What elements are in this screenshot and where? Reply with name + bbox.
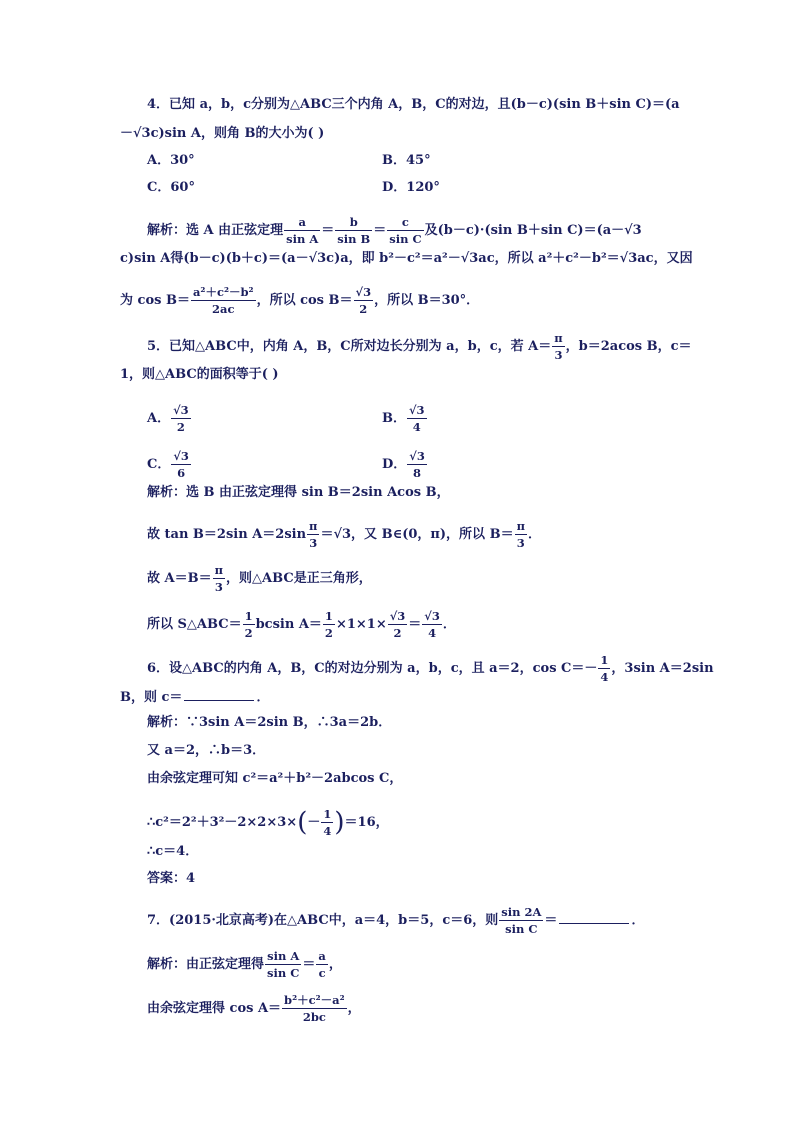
q4-line1: 4．已知 a，b，c分别为△ABC三个内角 A，B，C的对边，且(b－c)(sin B＋sin C)＝(a [147,97,680,112]
fraction-one-quarter [598,652,610,685]
fraction-numerator: π [554,331,563,345]
q5-sol2-middle: ＝√3，又 B∈(0，π)，所以 B＝ [320,527,514,542]
q7-solution-line2 [147,992,361,1025]
fraction-numerator: sin A [265,948,301,965]
q4-option-c: C．60° [147,180,195,195]
fraction-denominator: 3 [214,580,223,594]
q5-option-d [382,448,428,481]
fraction-numerator: √3 [409,449,425,463]
q6-line1 [147,652,714,685]
fraction-numerator: 1 [323,807,332,821]
fraction-numerator: b²＋c²－a² [284,993,345,1007]
answer-blank [184,688,254,701]
fraction-numerator: √3 [389,609,406,623]
fraction-denominator: 2 [359,302,368,316]
q6-sol4-prefix: ∴c²＝2²＋3²－2×2×3× [147,815,298,830]
q5-sol3-suffix: ，则△ABC是正三角形， [226,571,372,586]
fraction-denominator: sin C [389,232,422,246]
fraction-numerator: sin 2A [501,905,542,919]
q4-option-b: B．45° [382,153,431,168]
left-paren: ( [297,807,308,838]
fraction-a-over-c [316,948,327,981]
fraction-denominator: 6 [177,466,186,480]
q7-solution-line1 [147,948,342,981]
fraction-numerator: √3 [355,285,372,299]
fraction-denominator: 3 [309,536,318,550]
q6-solution-line5: ∴c＝4． [147,844,199,859]
option-label: A． [147,411,171,426]
fraction-numerator: π [516,519,525,533]
fraction-sinA-over-sinC [265,948,301,981]
q4-sol3-middle: ，所以 cos B＝ [256,293,353,308]
option-fraction [171,402,191,435]
fraction-a-over-sinA [284,214,320,247]
fraction-denominator: 2bc [302,1010,326,1024]
q4-solution-suffix: 及(b－c)·(sin B＋sin C)＝(a－√3 [424,223,642,238]
q7-sol2-prefix: 由余弦定理得 cos A＝ [147,1001,282,1016]
option-label: D． [382,457,407,472]
q6-answer: 答案：4 [147,871,196,886]
q7-sol2-suffix: ， [347,1001,361,1016]
q6-line1-prefix: 6．设△ABC的内角 A，B，C的对边分别为 a，b，c，且 a＝2，cos C＝－ [147,661,598,676]
fraction-denominator: sin A [286,232,319,246]
q7-sol1-prefix: 解析：由正弦定理得 [147,957,265,972]
q6-line1-suffix: ，3sin A＝2sin [611,661,714,676]
q6-line2 [120,688,269,707]
q7-line1 [147,904,644,937]
fraction-numerator: 1 [324,609,333,623]
fraction-denominator: sin B [337,232,371,246]
fraction-denominator: 4 [428,626,437,640]
q6-sol4-suffix: ＝16， [344,815,389,830]
fraction-numerator: √3 [173,449,189,463]
q5-solution-line4 [147,608,456,641]
fraction-numerator: √3 [173,403,189,417]
fraction-numerator: √3 [424,609,440,623]
q4-sol3-prefix: 为 cos B＝ [120,293,190,308]
fraction-one-half [243,608,255,641]
q6-solution-line3: 由余弦定理可知 c²＝a²＋b²－2abcos C， [147,771,403,786]
fraction-numerator: √3 [409,403,425,417]
q4-option-d: D．120° [382,180,440,195]
fraction-sqrt3-over-2 [388,608,408,641]
option-fraction [171,448,191,481]
fraction-numerator: b [335,214,372,231]
fraction-denominator: 4 [412,420,421,434]
q5-sol3-prefix: 故 A＝B＝ [147,571,212,586]
q6-solution-line1: 解析：∵3sin A＝2sin B，∴3a＝2b． [147,715,392,730]
fraction-cosB-formula [191,284,256,317]
q7-line1-end: ． [631,913,645,928]
option-label: C． [147,457,171,472]
q5-solution-line1: 解析：选 B 由正弦定理得 sin B＝2sin Acos B， [147,485,450,500]
q5-option-a [147,402,192,435]
fraction-denominator: sin C [505,922,538,936]
q5-sol2-prefix: 故 tan B＝2sin A＝2sin [147,527,307,542]
q4-solution-line1: 解析：选 A 由正弦定理 $\frac{a}{\text{sin A}}$ ＝ $\frac{b}{\text{sin B}}$ ＝ $\frac{c}{\text{sin C}}$ 及(b－c)·(sin B＋sin C)＝(a－√3 [147,215,642,246]
q5-line1-suffix: ，b＝2acos B，c＝ [565,339,692,354]
fraction-numerator: π [214,563,224,577]
q4-solution-prefix: 解析：选 A 由正弦定理 [147,223,284,238]
q5-solution-line3 [147,562,372,595]
q5-sol4-middle2: ×1×1× [335,617,387,632]
q4-solution-line2: c)sin A得(b－c)(b＋c)＝(a－√3c)a，即 b²－c²＝a²－√3ac，所以 a²＋c²－b²＝√3ac，又因 [120,251,693,266]
fraction-denominator: 2 [324,626,333,640]
q5-line1 [147,330,692,363]
equals-sign: ＝ [408,617,422,632]
equals-sign: ＝ [544,913,558,928]
q5-solution-line2 [147,518,541,551]
fraction-numerator: a [318,949,326,963]
q5-sol4-prefix: 所以 S△ABC＝ [147,617,242,632]
option-label: B． [382,411,406,426]
fraction-numerator: 1 [244,609,253,623]
fraction-c-over-sinC [387,214,423,247]
q7-sol1-suffix: ， [328,957,342,972]
fraction-b-over-sinB [335,214,372,247]
q6-line2-prefix: B，则 c＝ [120,690,183,705]
fraction-denominator: 3 [516,536,525,550]
fraction-one-half [323,608,335,641]
answer-blank [559,911,629,924]
right-paren: ) [334,807,345,838]
q5-sol4-suffix: ． [442,617,456,632]
q5-line1-prefix: 5．已知△ABC中，内角 A，B，C所对边长分别为 a，b，c，若 A＝ [147,339,552,354]
fraction-denominator: 2 [393,626,402,640]
fraction-pi-over-3 [552,330,564,363]
option-fraction [407,402,427,435]
fraction-numerator: a²＋c²－b² [192,285,254,299]
fraction-denominator: 2ac [212,302,235,316]
q4-sol3-suffix: ，所以 B＝30°． [374,293,480,308]
fraction-denominator: 8 [413,466,422,480]
q4-line2: －√3c)sin A，则角 B的大小为( ) [120,126,325,141]
fraction-pi-over-3 [515,518,527,551]
q5-line2: 1，则△ABC的面积等于( ) [120,367,279,382]
fraction-numerator: a [284,214,320,231]
fraction-one-quarter [321,806,333,839]
fraction-sqrt3-over-2 [354,284,374,317]
fraction-denominator: c [318,966,326,980]
fraction-cosA-formula [282,992,347,1025]
q4-option-a: A．30° [147,153,195,168]
q6-solution-line2: 又 a＝2，∴b＝3． [147,743,266,758]
fraction-denominator: sin C [267,966,300,980]
fraction-denominator: 2 [176,420,185,434]
q7-line1-prefix: 7．(2015·北京高考)在△ABC中，a＝4，b＝5，c＝6，则 [147,913,499,928]
fraction-numerator: π [309,519,318,533]
q5-sol2-suffix: ． [528,527,542,542]
fraction-denominator: 4 [323,824,332,838]
fraction-denominator: 2 [244,626,253,640]
option-fraction [407,448,427,481]
q6-solution-line4: ∴c²＝2²＋3²－2×2×3×(－ $\frac{1}{4}$ )＝16， [147,807,389,838]
q5-option-c [147,448,192,481]
fraction-sqrt3-over-4 [422,608,442,641]
fraction-numerator: 1 [600,653,609,667]
equals-sign: ＝ [302,957,316,972]
q5-option-b [382,402,428,435]
fraction-numerator: c [387,214,423,231]
fraction-denominator: 3 [554,348,563,362]
fraction-pi-over-3 [213,562,225,595]
fraction-sin2A-over-sinC [499,904,543,937]
q5-sol4-middle1: bcsin A＝ [255,617,322,632]
fraction-pi-over-3 [307,518,319,551]
fraction-denominator: 4 [600,670,609,684]
q6-line2-suffix: ． [256,690,270,705]
q4-solution-line3 [120,284,479,317]
